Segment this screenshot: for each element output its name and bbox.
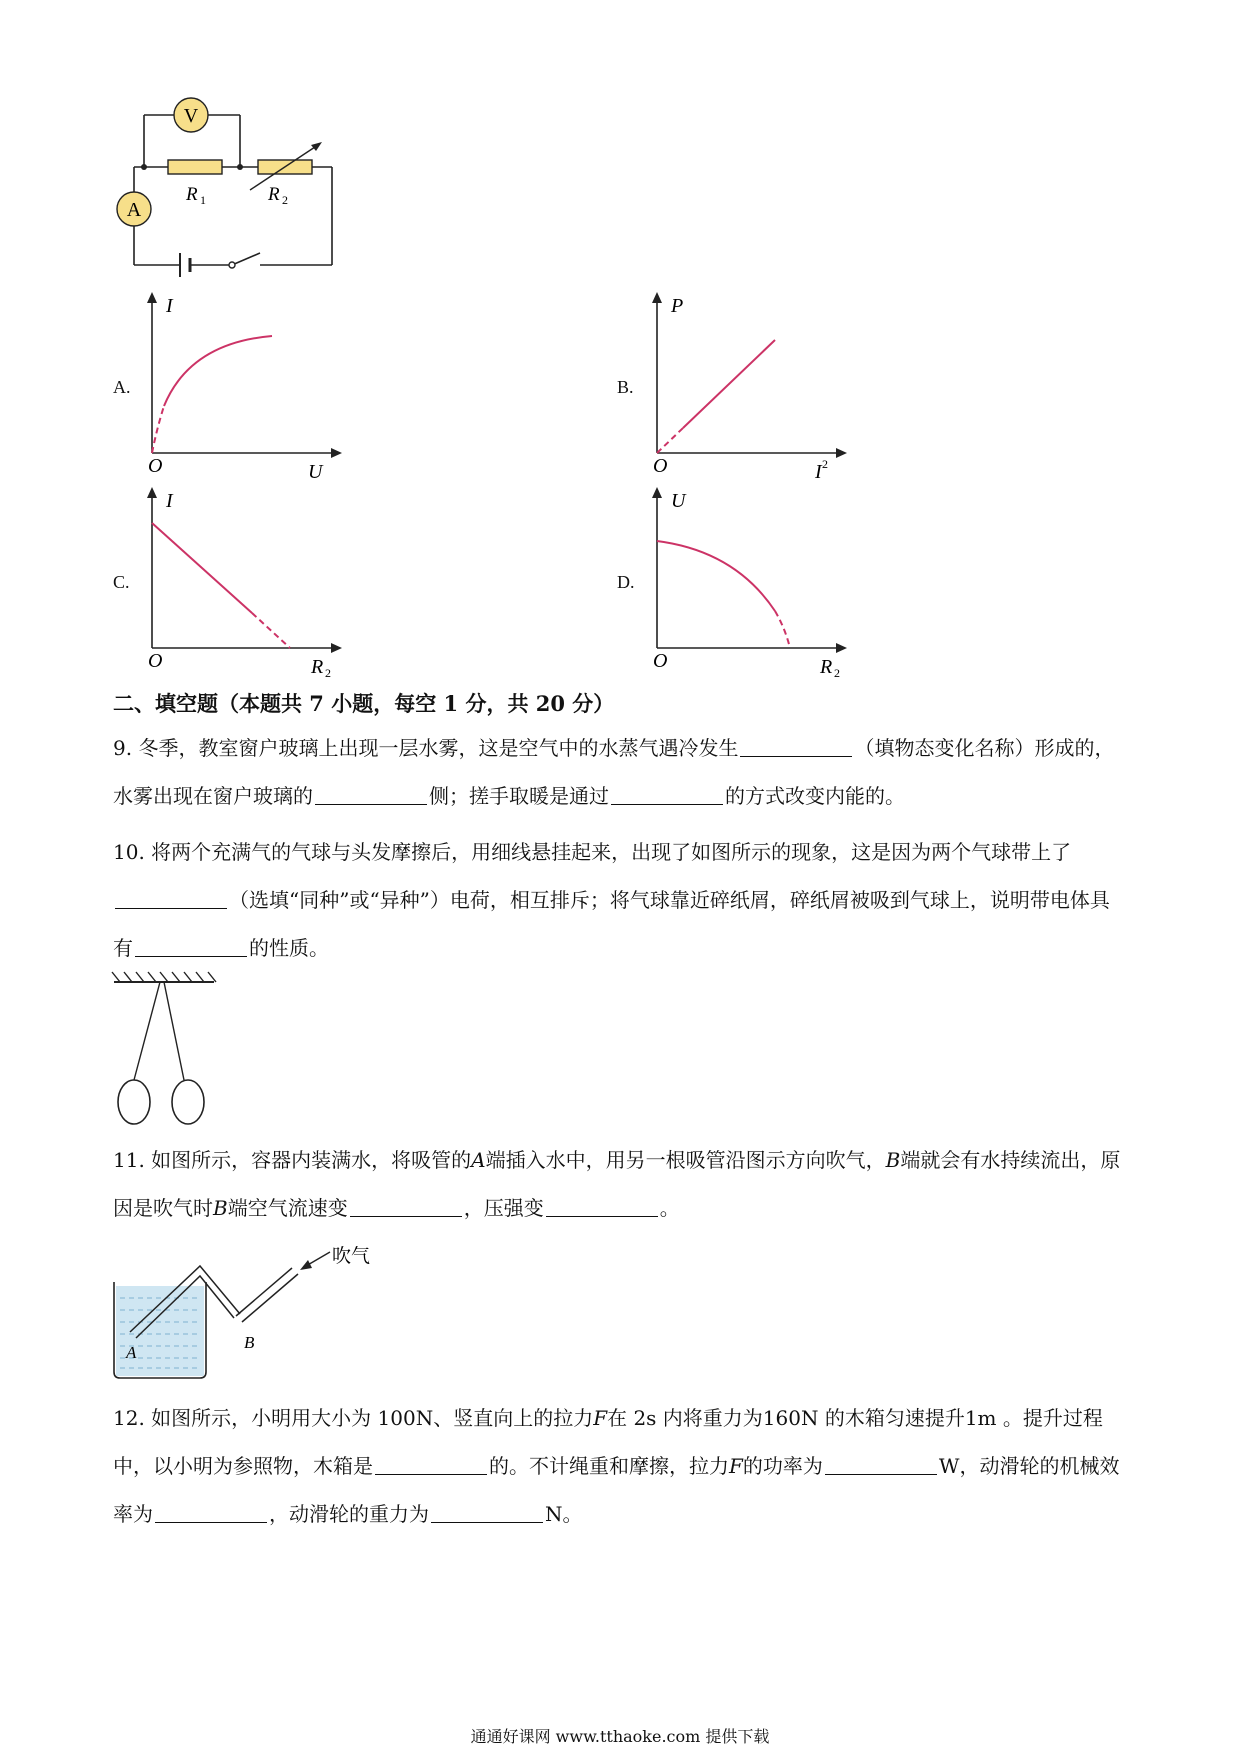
q11-text-5: ，压强变	[463, 1196, 544, 1220]
q9-text-1: 9. 冬季，教室窗户玻璃上出现一层水雾，这是空气中的水蒸气遇冷发生	[113, 736, 739, 760]
balloon-left	[118, 1080, 150, 1124]
circuit-diagram	[110, 95, 350, 285]
q11-text-3: 端就会有水持续流出，原因是吹气时	[113, 1148, 1121, 1220]
q11-b2: B	[213, 1196, 228, 1220]
option-d-label: D.	[617, 572, 635, 592]
x-axis-sup: 2	[822, 457, 828, 471]
y-axis-label: I	[166, 490, 173, 512]
q10-text-3: 的性质。	[249, 936, 329, 960]
q12-f: F	[593, 1406, 608, 1430]
option-c-label: C.	[113, 572, 130, 592]
x-axis-label: I	[815, 461, 822, 483]
q9-blank-1[interactable]	[740, 734, 852, 757]
q12-blank-4[interactable]	[431, 1500, 543, 1523]
water-fill	[116, 1286, 204, 1376]
q11-a: A	[471, 1148, 486, 1172]
q12-text-5: W，动滑轮的机械效率为	[113, 1454, 1120, 1526]
q12-text-7: N。	[545, 1502, 583, 1526]
question-10	[113, 828, 1123, 972]
page-footer: 通通好课网 www.tthaoke.com 提供下载	[470, 1727, 770, 1746]
q12-text-1: 12. 如图所示，小明用大小为 100N、竖直向上的拉力	[113, 1406, 594, 1430]
q10-text-1: 10. 将两个充满气的气球与头发摩擦后，用细线悬挂起来，出现了如图所示的现象，这是因为两个气球带上了	[113, 840, 1072, 864]
graph-option-c	[140, 483, 350, 678]
r1-sub: 1	[200, 193, 206, 207]
r2-label: R	[268, 184, 280, 205]
r1-label: R	[186, 184, 198, 205]
balloons-figure	[110, 970, 220, 1130]
y-axis-label: U	[671, 490, 686, 512]
balloon-right	[172, 1080, 204, 1124]
point-b-label: B	[244, 1333, 255, 1352]
y-axis-label: I	[166, 295, 173, 317]
option-b-label: B.	[617, 377, 634, 397]
q11-text-4: 端空气流速变	[227, 1196, 348, 1220]
straw-container-figure	[110, 1240, 400, 1390]
q9-text-4: 的方式改变内能的。	[725, 784, 905, 808]
y-axis-label: P	[671, 295, 684, 317]
option-a-label: A.	[113, 377, 131, 397]
q11-text-1: 11. 如图所示，容器内装满水，将吸管的	[113, 1148, 472, 1172]
r2-sub: 2	[282, 193, 288, 207]
origin-label: O	[148, 455, 163, 477]
q10-blank-2[interactable]	[135, 934, 247, 957]
blow-label: 吹气	[332, 1246, 371, 1267]
q11-text-2: 端插入水中，用另一根吸管沿图示方向吹气，	[485, 1148, 886, 1172]
q12-text-2: 在 2s 内将重力为160N 的木箱匀速提升1m 。提升过程中，以小明为参照物，木箱是	[113, 1406, 1103, 1478]
x-axis-label: U	[308, 461, 323, 483]
q10-text-2: （选填“同种”或“异种”）电荷，相互排斥；将气球靠近碎纸屑，碎纸屑被吸到气球上，说明带电体具有	[113, 888, 1110, 960]
q12-text-6: ，动滑轮的重力为	[269, 1502, 429, 1526]
question-12	[113, 1394, 1123, 1538]
question-9	[113, 724, 1123, 820]
q11-b: B	[885, 1148, 901, 1172]
ammeter-label: A	[126, 199, 142, 221]
q9-blank-3[interactable]	[611, 782, 723, 805]
point-a-label: A	[126, 1343, 137, 1362]
x-axis-sub: 2	[834, 666, 840, 678]
origin-label: O	[653, 650, 668, 672]
x-axis-sub: 2	[325, 666, 331, 678]
q10-blank-1[interactable]	[115, 886, 227, 909]
q9-text-3: 侧；搓手取暖是通过	[429, 784, 609, 808]
q12-blank-3[interactable]	[155, 1500, 267, 1523]
q12-text-3: 的。不计绳重和摩擦，拉力	[489, 1454, 729, 1478]
graph-option-a	[140, 288, 350, 483]
q12-blank-2[interactable]	[825, 1452, 937, 1475]
q11-blank-2[interactable]	[546, 1194, 658, 1217]
q12-blank-1[interactable]	[375, 1452, 487, 1475]
question-11	[113, 1136, 1123, 1232]
q11-blank-1[interactable]	[350, 1194, 462, 1217]
graph-option-d	[645, 483, 855, 678]
q9-blank-2[interactable]	[315, 782, 427, 805]
origin-label: O	[148, 650, 163, 672]
q9-text-2: （填物态变化名称）形成的，水雾出现在窗户玻璃的	[113, 736, 1115, 808]
origin-label: O	[653, 455, 668, 477]
section-heading: 二、填空题（本题共 7 小题，每空 1 分，共 20 分）	[113, 691, 615, 716]
resistor-r1	[168, 160, 222, 174]
graph-option-b	[645, 288, 855, 483]
q11-text-6: 。	[659, 1196, 680, 1220]
x-axis-label: R	[820, 656, 833, 678]
q12-text-4: 的功率为	[742, 1454, 823, 1478]
voltmeter-label: V	[183, 105, 199, 127]
q12-f2: F	[729, 1454, 743, 1478]
x-axis-label: R	[311, 656, 324, 678]
